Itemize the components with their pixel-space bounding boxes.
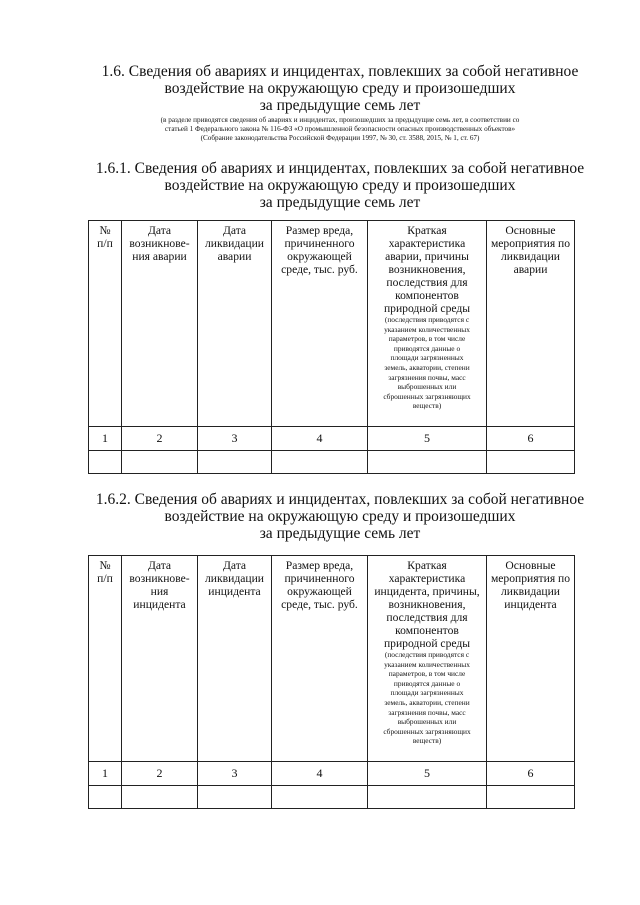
empty-cell (89, 786, 122, 809)
header-cell-start-date: Дата возникнове- ния инцидента (122, 556, 198, 762)
column-number: 4 (272, 762, 368, 786)
column-number: 6 (487, 762, 575, 786)
header-cell-measures: Основные мероприятия по ликвидации аварии (487, 221, 575, 427)
empty-cell (122, 451, 198, 474)
header-cell-end-date: Дата ликвидации инцидента (198, 556, 272, 762)
header-cell-damage: Размер вреда, причиненного окружающей среде, тыс. руб. (272, 556, 368, 762)
title-line: воздействие на окружающую среду и произошедших (164, 80, 516, 97)
section-1-6-title (90, 63, 590, 114)
header-cell-measures: Основные мероприятия по ликвидации инцидента (487, 556, 575, 762)
table-header-row (89, 221, 575, 427)
empty-cell (272, 786, 368, 809)
empty-cell (487, 786, 575, 809)
table-row (89, 786, 575, 809)
empty-cell (198, 786, 272, 809)
title-line: воздействие на окружающую среду и произошедших (164, 177, 516, 194)
column-number: 4 (272, 427, 368, 451)
header-cell-end-date: Дата ликвидации аварии (198, 221, 272, 427)
header-cell-description: Краткая характеристика аварии, причины возникновения, последствия для компонентов природной среды (последствия приводятся с указанием количественных параметров, в том числе приводятся данные о площади загрязненных земель, акватории, степени загрязнения почвы, масс выброшенных или сброшенных загрязняющих веществ) (368, 221, 487, 427)
header-cell-number: № п/п (89, 556, 122, 762)
title-line: за предыдущие семь лет (259, 525, 421, 542)
header-cell-description: Краткая характеристика инцидента, причины, возникновения, последствия для компонентов природной среды (последствия приводятся с указанием количественных параметров, в том числе приводятся данные о площади загрязненных земель, акватории, степени загрязнения почвы, масс выброшенных или сброшенных загрязняющих веществ) (368, 556, 487, 762)
column-number-row (89, 427, 575, 451)
column-number: 2 (122, 762, 198, 786)
header-cell-number: № п/п (89, 221, 122, 427)
column-number-row (89, 762, 575, 786)
note-line: (в разделе приводятся сведения об авариях и инцидентах, произошедших за предыдущие семь лет, в соответствии со (160, 116, 520, 124)
empty-cell (272, 451, 368, 474)
title-line: 1.6.2. Сведения об авариях и инцидентах, повлекших за собой негативное (95, 491, 585, 508)
title-line: за предыдущие семь лет (259, 194, 421, 211)
title-line: воздействие на окружающую среду и произошедших (164, 508, 516, 525)
empty-cell (198, 451, 272, 474)
incidents-table (88, 555, 575, 809)
column-number: 5 (368, 427, 487, 451)
column-number: 1 (89, 762, 122, 786)
empty-cell (487, 451, 575, 474)
column-number: 3 (198, 427, 272, 451)
title-line: 1.6. Сведения об авариях и инцидентах, повлекших за собой негативное (101, 63, 579, 80)
title-line: 1.6.1. Сведения об авариях и инцидентах, повлекших за собой негативное (95, 160, 585, 177)
title-line: за предыдущие семь лет (259, 97, 421, 114)
column-number: 5 (368, 762, 487, 786)
section-1-6-note (100, 116, 580, 143)
note-line: (Собрание законодательства Российской Федерации 1997, № 30, ст. 3588, 2015, № 1, ст. 67) (200, 134, 480, 142)
column-number: 6 (487, 427, 575, 451)
section-1-6-2-title (90, 491, 590, 542)
header-cell-damage: Размер вреда, причиненного окружающей среде, тыс. руб. (272, 221, 368, 427)
empty-cell (122, 786, 198, 809)
empty-cell (368, 786, 487, 809)
accidents-table (88, 220, 575, 474)
empty-cell (89, 451, 122, 474)
section-1-6-1-title (90, 160, 590, 211)
column-number: 3 (198, 762, 272, 786)
table-row (89, 451, 575, 474)
header-cell-start-date: Дата возникнове- ния аварии (122, 221, 198, 427)
empty-cell (368, 451, 487, 474)
table-header-row (89, 556, 575, 762)
column-number: 1 (89, 427, 122, 451)
note-line: статьей 1 Федерального закона № 116-ФЗ «О промышленной безопасности опасных производственных объектов» (164, 125, 516, 133)
column-number: 2 (122, 427, 198, 451)
